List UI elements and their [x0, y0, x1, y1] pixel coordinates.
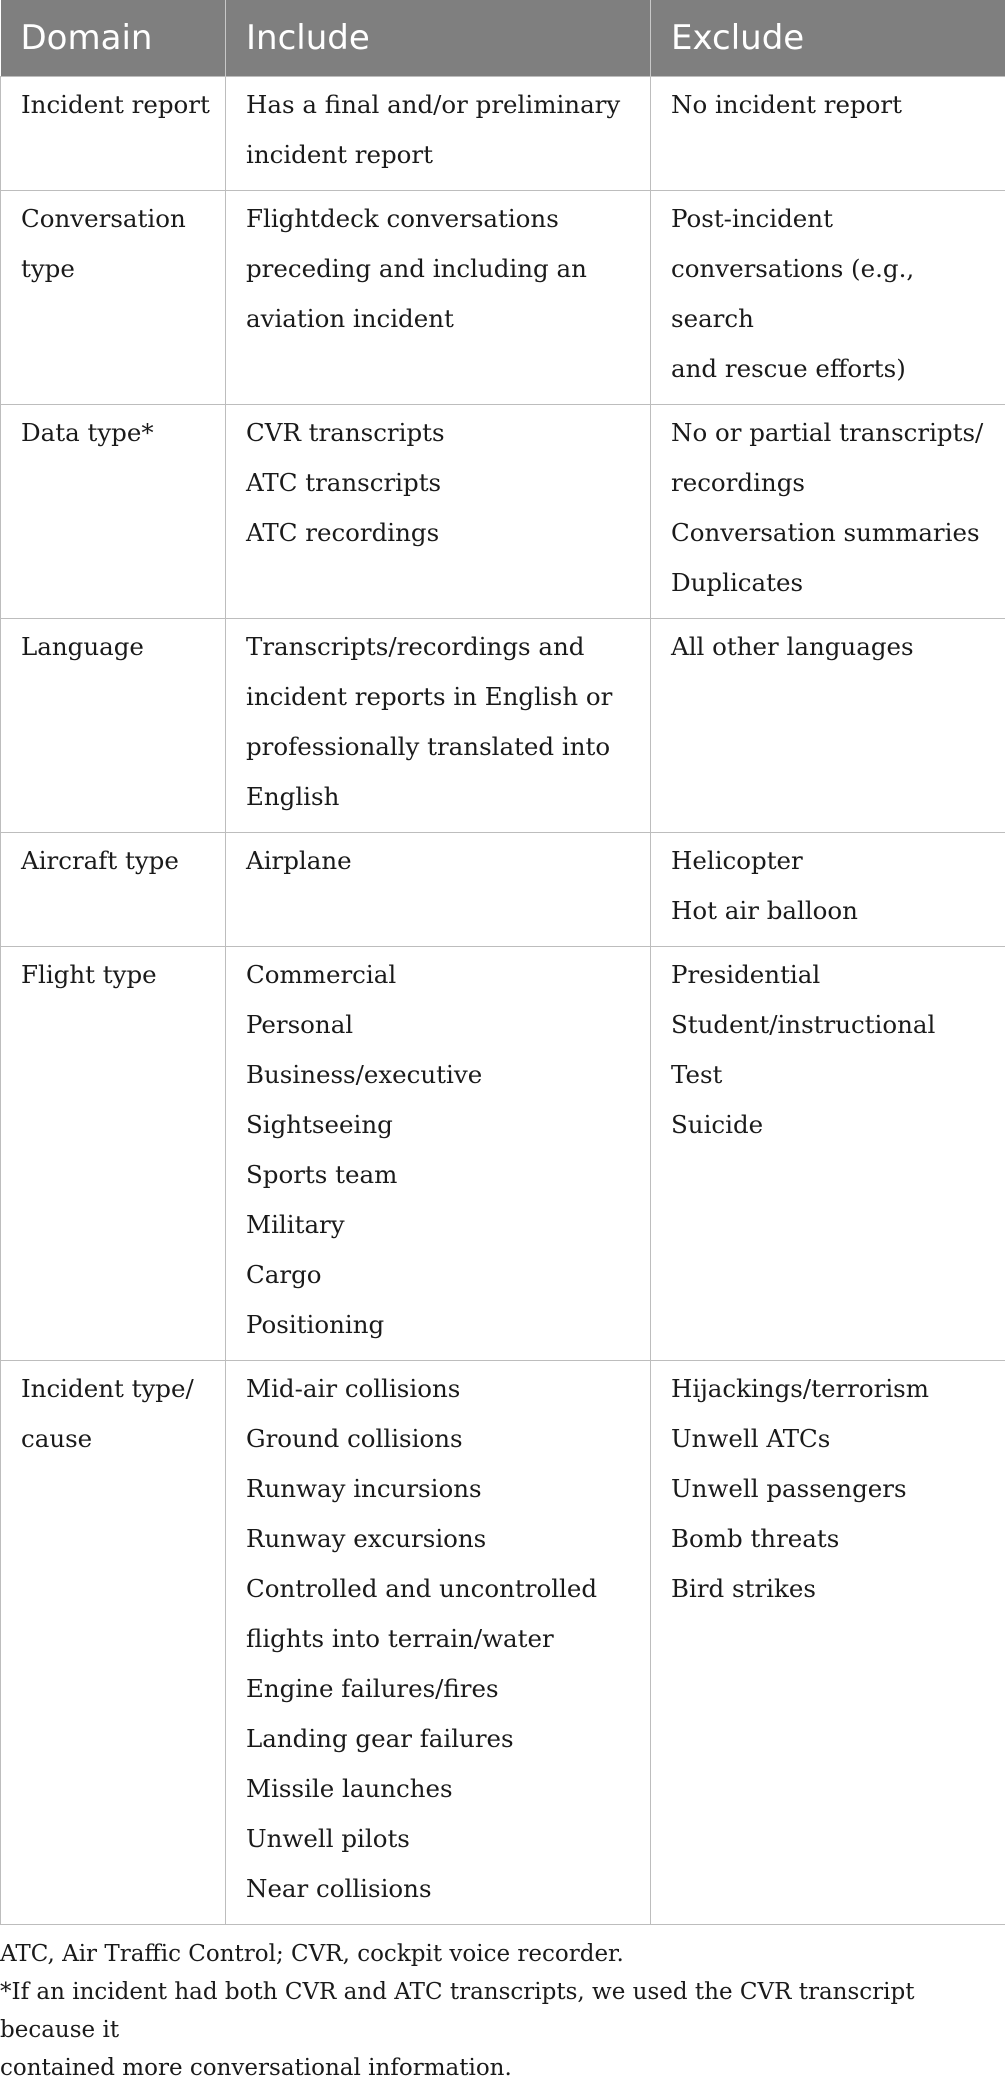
include-line: Military — [246, 1200, 640, 1250]
domain-line: Conversation — [21, 194, 215, 244]
cell-include — [226, 832, 651, 946]
exclude-line: Duplicates — [671, 558, 995, 608]
domain-line: type — [21, 244, 215, 294]
include-line: Sports team — [246, 1150, 640, 1200]
header-include: Include — [226, 0, 651, 76]
include-line: Business/executive — [246, 1050, 640, 1100]
exclude-line: No incident report — [671, 80, 995, 130]
domain-line: Language — [21, 622, 215, 672]
exclude-line: Test — [671, 1050, 995, 1100]
cell-include — [226, 618, 651, 832]
include-line: Sightseeing — [246, 1100, 640, 1150]
table-row — [1, 618, 1005, 832]
cell-include — [226, 76, 651, 190]
include-line: Unwell pilots — [246, 1814, 640, 1864]
exclude-line: Bomb threats — [671, 1514, 995, 1564]
include-line: aviation incident — [246, 294, 640, 344]
include-line: Missile launches — [246, 1764, 640, 1814]
cell-include — [226, 1360, 651, 1924]
include-line: Landing gear failures — [246, 1714, 640, 1764]
exclude-line: Suicide — [671, 1100, 995, 1150]
cell-domain — [1, 190, 226, 404]
cell-exclude — [651, 190, 1005, 404]
domain-line: cause — [21, 1414, 215, 1464]
cell-exclude — [651, 618, 1005, 832]
cell-domain — [1, 946, 226, 1360]
cell-include — [226, 190, 651, 404]
footnote-note-line: *If an incident had both CVR and ATC transcripts, we used the CVR transcript because it — [0, 1973, 1005, 2049]
exclude-line: Post-incident — [671, 194, 995, 244]
exclude-line: All other languages — [671, 622, 995, 672]
include-line: Personal — [246, 1000, 640, 1050]
cell-exclude — [651, 832, 1005, 946]
domain-line: Aircraft type — [21, 836, 215, 886]
domain-line: Data type* — [21, 408, 215, 458]
include-line: ATC recordings — [246, 508, 640, 558]
cell-domain — [1, 76, 226, 190]
exclude-line: recordings — [671, 458, 995, 508]
include-line: ATC transcripts — [246, 458, 640, 508]
include-line: Cargo — [246, 1250, 640, 1300]
table-row — [1, 1360, 1005, 1924]
include-line: Runway incursions — [246, 1464, 640, 1514]
include-line: Engine failures/fires — [246, 1664, 640, 1714]
table-row — [1, 832, 1005, 946]
include-line: Mid-air collisions — [246, 1364, 640, 1414]
include-line: incident reports in English or — [246, 672, 640, 722]
table-row — [1, 76, 1005, 190]
table-body — [1, 76, 1005, 1924]
cell-exclude — [651, 76, 1005, 190]
exclude-line: Unwell ATCs — [671, 1414, 995, 1464]
exclude-line: Hijackings/terrorism — [671, 1364, 995, 1414]
include-line: Commercial — [246, 950, 640, 1000]
include-line: flights into terrain/water — [246, 1614, 640, 1664]
cell-exclude — [651, 1360, 1005, 1924]
table-row — [1, 946, 1005, 1360]
include-line: Near collisions — [246, 1864, 640, 1914]
include-line: incident report — [246, 130, 640, 180]
include-line: Positioning — [246, 1300, 640, 1350]
include-line: English — [246, 772, 640, 822]
include-line: Has a final and/or preliminary — [246, 80, 640, 130]
exclude-line: Conversation summaries — [671, 508, 995, 558]
footnote-note — [0, 1973, 1005, 2087]
cell-include — [226, 404, 651, 618]
cell-domain — [1, 404, 226, 618]
include-line: professionally translated into — [246, 722, 640, 772]
exclude-line: Unwell passengers — [671, 1464, 995, 1514]
exclude-line: conversations (e.g., search — [671, 244, 995, 344]
include-line: Flightdeck conversations — [246, 194, 640, 244]
include-line: Ground collisions — [246, 1414, 640, 1464]
exclude-line: and rescue efforts) — [671, 344, 995, 394]
include-line: Airplane — [246, 836, 640, 886]
footnote-abbreviations: ATC, Air Traffic Control; CVR, cockpit voice recorder. — [0, 1935, 1005, 1973]
exclude-line: Student/instructional — [671, 1000, 995, 1050]
cell-domain — [1, 618, 226, 832]
include-line: CVR transcripts — [246, 408, 640, 458]
table-header-row — [1, 0, 1005, 76]
header-exclude: Exclude — [651, 0, 1005, 76]
footnote-note-line: contained more conversational information. — [0, 2049, 1005, 2087]
cell-exclude — [651, 404, 1005, 618]
exclude-line: No or partial transcripts/ — [671, 408, 995, 458]
include-line: Transcripts/recordings and — [246, 622, 640, 672]
exclude-line: Presidential — [671, 950, 995, 1000]
table-row — [1, 190, 1005, 404]
include-line: preceding and including an — [246, 244, 640, 294]
include-line: Runway excursions — [246, 1514, 640, 1564]
cell-domain — [1, 1360, 226, 1924]
exclude-line: Bird strikes — [671, 1564, 995, 1614]
domain-line: Incident report — [21, 80, 215, 130]
domain-line: Flight type — [21, 950, 215, 1000]
domain-line: Incident type/ — [21, 1364, 215, 1414]
cell-exclude — [651, 946, 1005, 1360]
header-domain: Domain — [1, 0, 226, 76]
exclude-line: Hot air balloon — [671, 886, 995, 936]
include-line: Controlled and uncontrolled — [246, 1564, 640, 1614]
cell-domain — [1, 832, 226, 946]
cell-include — [226, 946, 651, 1360]
table-footnotes — [0, 1925, 1005, 2087]
table-row — [1, 404, 1005, 618]
exclude-line: Helicopter — [671, 836, 995, 886]
